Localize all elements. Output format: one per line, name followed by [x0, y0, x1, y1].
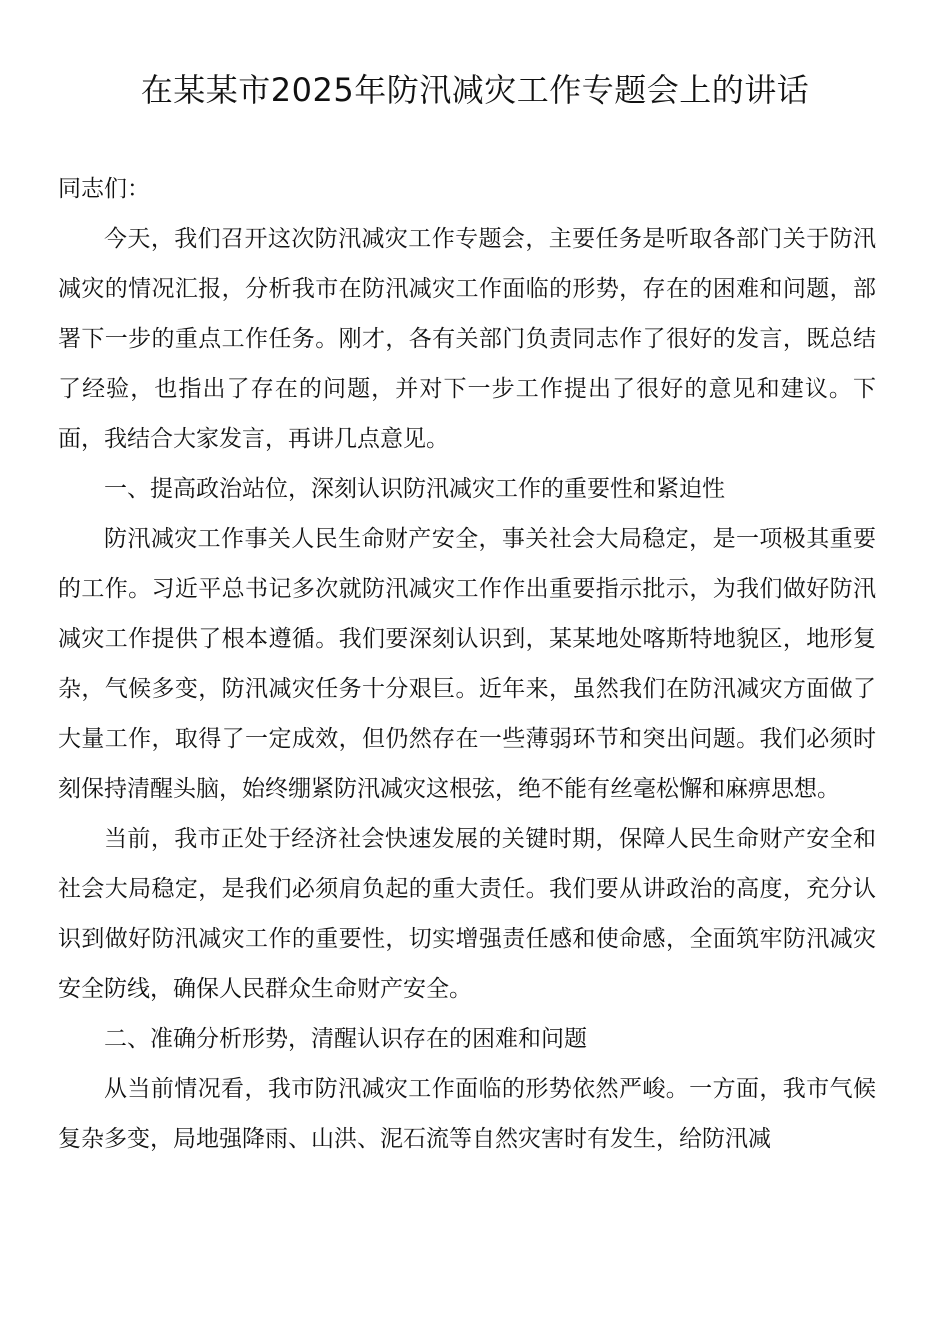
page-title: 在某某市2025年防汛减灾工作专题会上的讲话	[140, 71, 810, 109]
paragraph-intro: 今天，我们召开这次防汛减灾工作专题会，主要任务是听取各部门关于防汛减灾的情况汇报，分析我市在防汛减灾工作面临的形势，存在的困难和问题，部署下一步的重点工作任务。刚才，各有关部门负责同志作了很好的发言，既总结了经验，也指出了存在的问题，并对下一步工作提出了很好的意见和建议。下面，我结合大家发言，再讲几点意见。	[58, 226, 876, 452]
salutation: 同志们：	[58, 176, 150, 202]
paragraph-section2-a: 从当前情况看，我市防汛减灾工作面临的形势依然严峻。一方面，我市气候复杂多变，局地强降雨、山洪、泥石流等自然灾害时有发生，给防汛减	[58, 1076, 876, 1152]
document-body	[58, 164, 876, 1164]
section-heading-1: 一、提高政治站位，深刻认识防汛减灾工作的重要性和紧迫性	[104, 476, 725, 502]
paragraph-section1-a: 防汛减灾工作事关人民生命财产安全，事关社会大局稳定，是一项极其重要的工作。习近平总书记多次就防汛减灾工作作出重要指示批示，为我们做好防汛减灾工作提供了根本遵循。我们要深刻认识到，某某地处喀斯特地貌区，地形复杂，气候多变，防汛减灾任务十分艰巨。近年来，虽然我们在防汛减灾方面做了大量工作，取得了一定成效，但仍然存在一些薄弱环节和突出问题。我们必须时刻保持清醒头脑，始终绷紧防汛减灾这根弦，绝不能有丝毫松懈和麻痹思想。	[58, 526, 876, 802]
section-heading-2: 二、准确分析形势，清醒认识存在的困难和问题	[104, 1026, 587, 1052]
paragraph-section1-b: 当前，我市正处于经济社会快速发展的关键时期，保障人民生命财产安全和社会大局稳定，是我们必须肩负起的重大责任。我们要从讲政治的高度，充分认识到做好防汛减灾工作的重要性，切实增强责任感和使命感，全面筑牢防汛减灾安全防线，确保人民群众生命财产安全。	[58, 826, 876, 1002]
